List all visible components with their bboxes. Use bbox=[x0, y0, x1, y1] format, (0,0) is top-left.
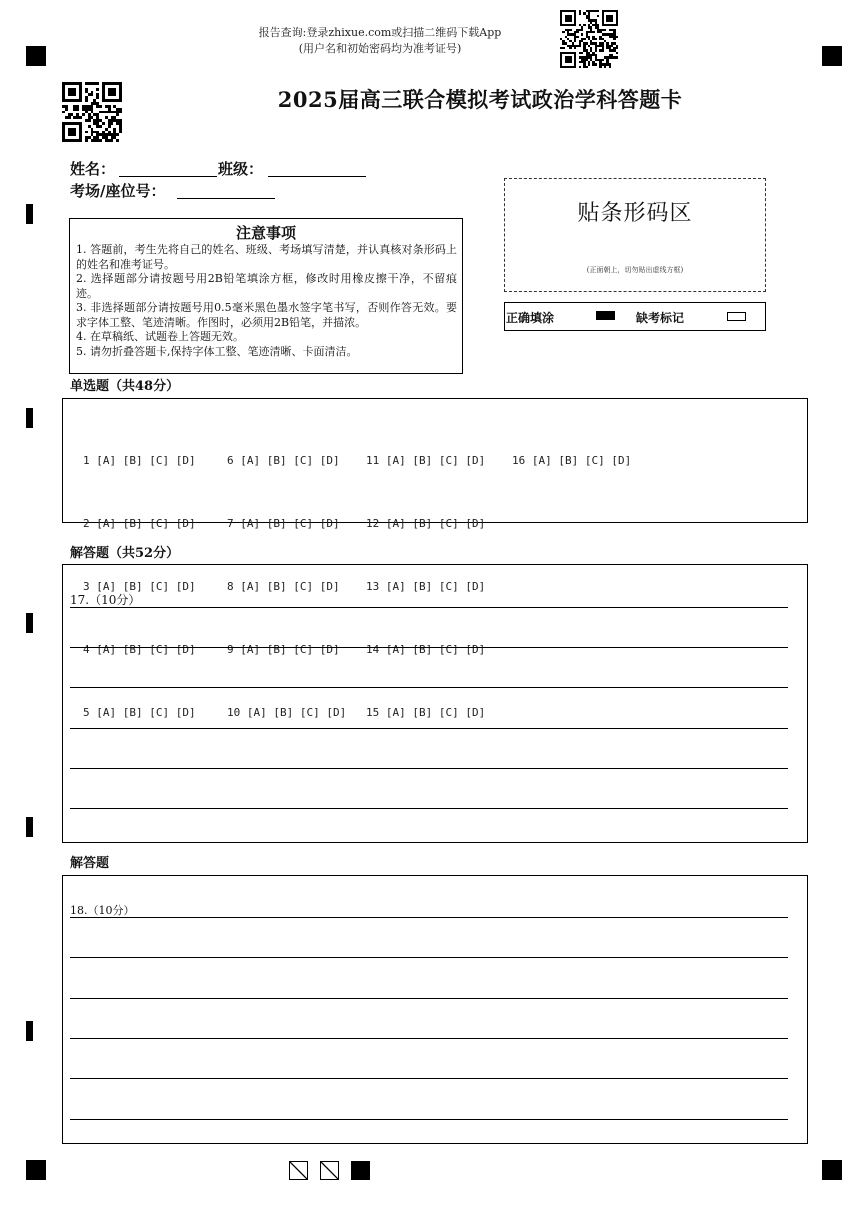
question-label: 17.（10分） bbox=[70, 593, 141, 607]
seat-field[interactable] bbox=[177, 184, 275, 199]
fill-legend bbox=[504, 302, 766, 331]
answer-section-label: 解答题（共52分） bbox=[70, 546, 180, 561]
choice-row[interactable]: 13 [A] [B] [C] [D] bbox=[366, 580, 486, 593]
answer-line bbox=[70, 728, 788, 729]
answer-line bbox=[70, 607, 788, 608]
notice-item: 2. 选择题部分请按题号用2B铅笔填涂方框，修改时用橡皮擦干净，不留痕迹。 bbox=[76, 272, 457, 300]
choice-row[interactable]: 8 [A] [B] [C] [D] bbox=[227, 580, 340, 593]
choice-row[interactable]: 12 [A] [B] [C] [D] bbox=[366, 517, 486, 530]
choice-row[interactable]: 6 [A] [B] [C] [D] bbox=[227, 454, 340, 467]
timing-mark bbox=[26, 204, 33, 224]
choice-row[interactable]: 11 [A] [B] [C] [D] bbox=[366, 454, 486, 467]
choice-row[interactable]: 14 [A] [B] [C] [D] bbox=[366, 643, 486, 656]
page-mark-icon bbox=[320, 1161, 339, 1180]
corner-mark-bottom-right bbox=[822, 1160, 842, 1180]
answer-line bbox=[70, 1038, 788, 1039]
choice-row[interactable]: 2 [A] [B] [C] [D] bbox=[83, 517, 196, 530]
account-note-text: (用户名和初始密码均为准考证号) bbox=[298, 42, 462, 55]
name-label: 姓名： bbox=[70, 160, 116, 178]
qr-module bbox=[616, 66, 618, 68]
choice-row[interactable]: 5 [A] [B] [C] [D] bbox=[83, 706, 196, 719]
answer-line bbox=[70, 808, 788, 809]
page-title: 2025届高三联合模拟考试政治学科答题卡 bbox=[277, 87, 683, 112]
timing-mark bbox=[26, 1021, 33, 1041]
qr-code-icon bbox=[62, 82, 122, 142]
seat-label: 考场/座位号： bbox=[70, 182, 166, 200]
barcode-title: 贴条形码区 bbox=[577, 201, 693, 226]
single-choice-label: 单选题（共48分） bbox=[70, 379, 180, 394]
question-label: 18.（10分） bbox=[70, 904, 135, 917]
notice-item: 5. 请勿折叠答题卡,保持字体工整、笔迹清晰、卡面清洁。 bbox=[76, 344, 358, 358]
absent-mark-box[interactable] bbox=[727, 312, 746, 321]
qr-code-icon bbox=[560, 10, 618, 68]
answer-line bbox=[70, 998, 788, 999]
choice-row[interactable]: 16 [A] [B] [C] [D] bbox=[512, 454, 632, 467]
corner-mark-bottom-left bbox=[26, 1160, 46, 1180]
class-label: 班级： bbox=[218, 160, 264, 178]
answer-line bbox=[70, 768, 788, 769]
class-field[interactable] bbox=[268, 162, 366, 177]
answer-line bbox=[70, 1119, 788, 1120]
answer-line bbox=[70, 1078, 788, 1079]
barcode-area[interactable] bbox=[504, 178, 766, 292]
choice-row[interactable]: 4 [A] [B] [C] [D] bbox=[83, 643, 196, 656]
answer-box-18[interactable] bbox=[62, 875, 808, 1144]
notice-item: 1. 答题前，考生先将自己的姓名、班级、考场填写清楚，并认真核对条形码上的姓名和准考证号。 bbox=[76, 243, 457, 271]
answer-box-17[interactable] bbox=[62, 564, 808, 843]
timing-mark bbox=[26, 817, 33, 837]
page-mark-icon bbox=[289, 1161, 308, 1180]
answer-line bbox=[70, 957, 788, 958]
notice-title: 注意事项 bbox=[235, 224, 296, 242]
answer-line bbox=[70, 647, 788, 648]
qr-module bbox=[119, 139, 122, 142]
notice-item: 4. 在草稿纸、试题卷上答题无效。 bbox=[76, 330, 244, 343]
timing-mark bbox=[26, 408, 33, 428]
report-query-text: 报告查询:登录zhixue.com或扫描二维码下载App bbox=[258, 26, 502, 39]
notice-item: 3. 非选择题部分请按题号用0.5毫米黑色墨水签字笔书写，否则作答无效。要求字体工整、笔迹清晰。作图时，必须用2B铅笔，并描浓。 bbox=[76, 301, 457, 329]
notice-list bbox=[70, 243, 462, 359]
answer-line bbox=[70, 687, 788, 688]
corner-mark-top-right bbox=[822, 46, 842, 66]
answer-line bbox=[70, 917, 788, 918]
name-field[interactable] bbox=[119, 162, 217, 177]
barcode-note: (正面朝上，切勿贴出虚线方框) bbox=[586, 266, 684, 274]
absent-mark-label: 缺考标记 bbox=[636, 311, 685, 325]
notice-box bbox=[69, 218, 463, 374]
answer-section-label: 解答题 bbox=[70, 856, 110, 871]
filled-box-icon bbox=[596, 311, 615, 320]
choice-row[interactable]: 7 [A] [B] [C] [D] bbox=[227, 517, 340, 530]
correct-fill-label: 正确填涂 bbox=[506, 311, 555, 325]
choice-row[interactable]: 15 [A] [B] [C] [D] bbox=[366, 706, 486, 719]
choice-row[interactable]: 9 [A] [B] [C] [D] bbox=[227, 643, 340, 656]
timing-mark bbox=[26, 613, 33, 633]
choice-row[interactable]: 3 [A] [B] [C] [D] bbox=[83, 580, 196, 593]
page-mark-icon bbox=[351, 1161, 370, 1180]
choice-row[interactable]: 1 [A] [B] [C] [D] bbox=[83, 454, 196, 467]
choice-row[interactable]: 10 [A] [B] [C] [D] bbox=[227, 706, 347, 719]
choice-column bbox=[512, 408, 631, 513]
